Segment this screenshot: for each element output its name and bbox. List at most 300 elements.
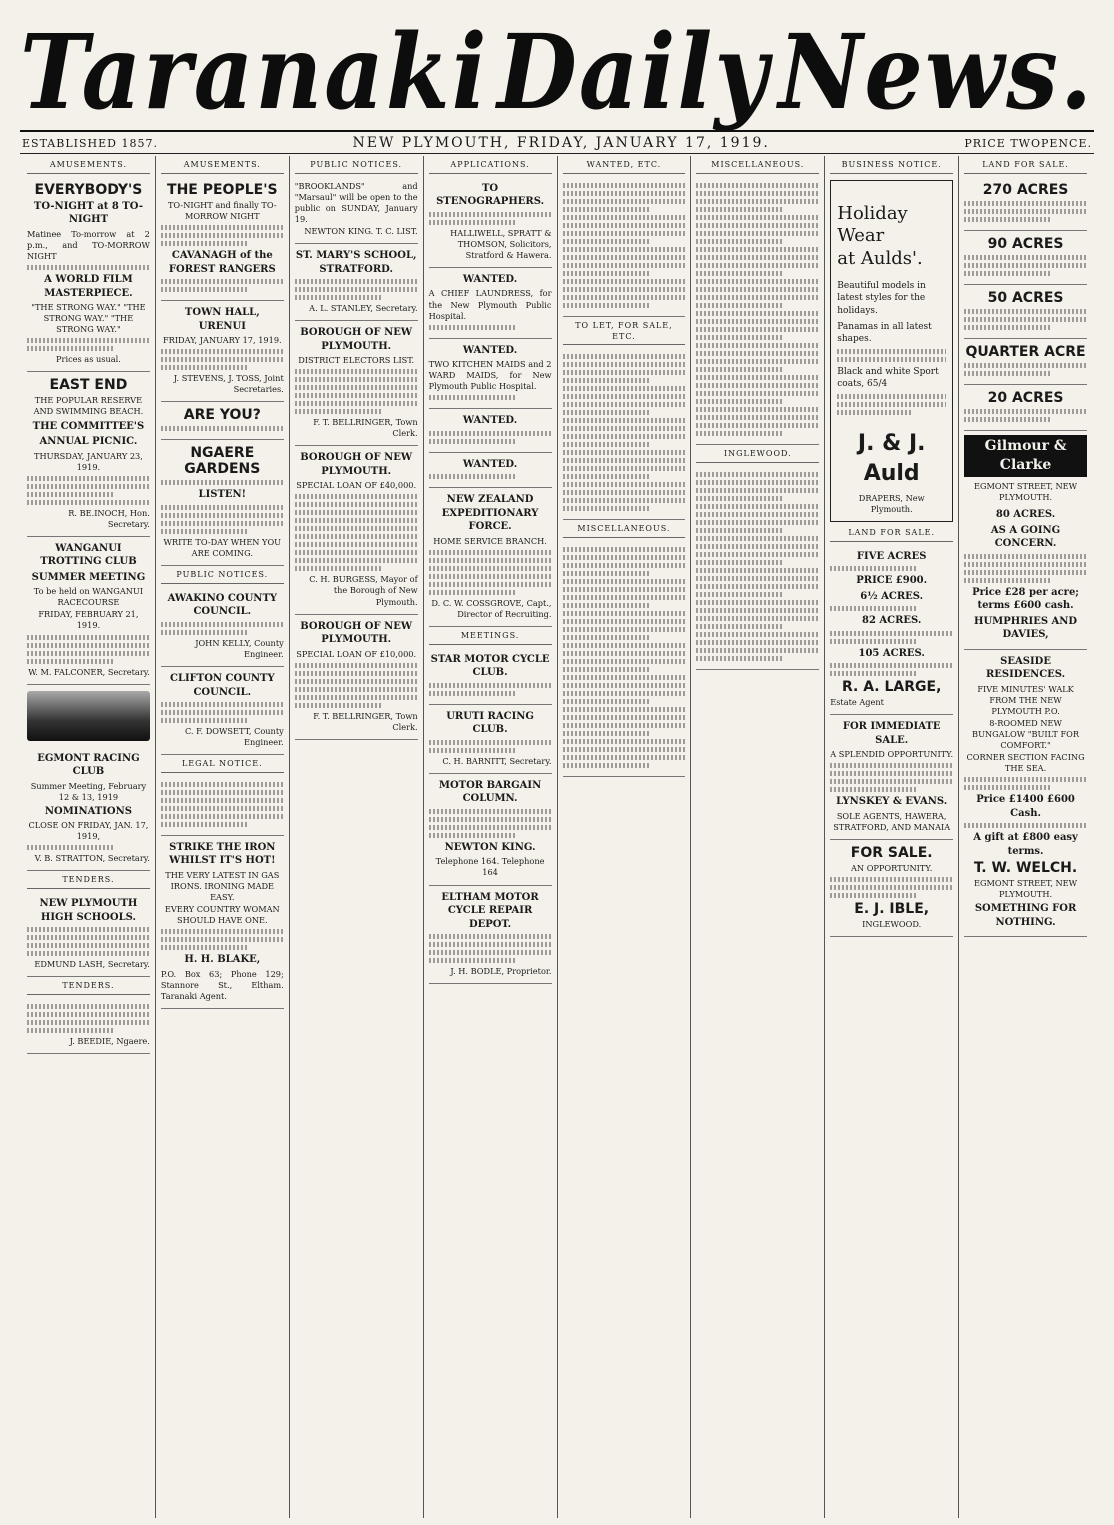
text-filler: [830, 566, 916, 571]
ad-title: SEASIDE RESIDENCES.: [985, 655, 1066, 681]
text-filler: [161, 279, 284, 284]
listing-price: PRICE £900.: [856, 575, 928, 587]
text-filler: [161, 782, 284, 787]
text-filler: [563, 635, 649, 640]
section-heading: INGLEWOOD.: [696, 449, 819, 463]
listing-title: 6½ ACRES.: [860, 590, 924, 602]
ad-signature: R. BE.INOCH, Hon. Secretary.: [68, 507, 150, 529]
text-filler: [696, 536, 819, 541]
text-filler: [964, 570, 1087, 575]
text-filler: [696, 255, 819, 260]
text-filler: [563, 763, 649, 768]
text-filler: [27, 635, 150, 640]
text-filler: [295, 703, 381, 708]
text-filler: [161, 225, 284, 230]
text-filler: [161, 529, 247, 534]
text-filler: [161, 233, 284, 238]
high-schools-tender: [27, 892, 150, 977]
text-filler: [563, 482, 686, 487]
text-filler: [161, 718, 247, 723]
text-filler: [429, 439, 515, 444]
text-filler: [563, 362, 686, 367]
ad-signature: J. BEEDIE, Ngaere.: [69, 1036, 150, 1047]
text-filler: [830, 877, 953, 882]
ad-title: WANTED.: [462, 415, 518, 427]
ad-title: EVERYBODY'S: [34, 181, 143, 198]
section-heading: MISCELLANEOUS.: [563, 524, 686, 538]
text-filler: [563, 651, 686, 656]
text-filler: [563, 271, 649, 276]
auld-brand: J. & J. Auld: [857, 431, 926, 486]
text-filler: [696, 279, 819, 284]
text-filler: [161, 945, 247, 950]
text-filler: [161, 426, 284, 431]
text-filler: [429, 809, 552, 814]
text-filler: [161, 929, 284, 934]
ad-text: AN OPPORTUNITY.: [851, 863, 933, 874]
ad-title: NGAERE GARDENS: [184, 445, 261, 478]
text-filler: [295, 510, 418, 515]
ad-text: SPECIAL LOAN OF £40,000.: [296, 480, 417, 491]
ad-text: Panamas in all latest shapes.: [837, 321, 932, 344]
text-filler: [964, 785, 1050, 790]
text-filler: [161, 822, 247, 827]
text-filler: [429, 582, 552, 587]
section-heading: APPLICATIONS.: [429, 160, 552, 174]
text-filler: [563, 191, 686, 196]
text-filler: [161, 814, 284, 819]
text-filler: [27, 492, 113, 497]
text-filler: [964, 271, 1050, 276]
text-filler: [429, 958, 515, 963]
ad-subtitle: LISTEN!: [198, 489, 247, 501]
text-filler: [563, 643, 686, 648]
text-filler: [563, 490, 686, 495]
ad-title: WANTED.: [462, 458, 518, 470]
ad-title: WANTED.: [462, 273, 518, 285]
text-filler: [295, 542, 418, 547]
text-filler: [563, 295, 686, 300]
agent-title: Estate Agent: [830, 697, 884, 708]
text-filler: [563, 619, 686, 624]
text-filler: [696, 295, 819, 300]
ad-text: THURSDAY, JANUARY 23, 1919.: [34, 450, 143, 472]
land-listing: [964, 177, 1087, 231]
text-filler: [563, 450, 686, 455]
text-filler: [295, 385, 418, 390]
are-you-ad: [161, 402, 284, 440]
misc-classifieds: [563, 541, 686, 777]
text-filler: [161, 521, 284, 526]
text-filler: [563, 231, 686, 236]
text-filler: [563, 506, 649, 511]
listing-price: Price £28 per acre; terms £600 cash.: [972, 586, 1079, 612]
text-filler: [964, 263, 1087, 268]
text-filler: [27, 643, 150, 648]
text-filler: [27, 951, 150, 956]
text-filler: [696, 367, 782, 372]
text-filler: [161, 798, 284, 803]
text-filler: [696, 608, 819, 613]
ad-text: EGMONT STREET, NEW PLYMOUTH.: [974, 481, 1078, 503]
text-filler: [161, 357, 284, 362]
text-filler: [563, 595, 686, 600]
text-filler: [696, 391, 819, 396]
text-filler: [830, 885, 953, 890]
text-filler: [27, 500, 150, 505]
text-filler: [696, 640, 819, 645]
ad-subtitle: ANNUAL PICNIC.: [39, 436, 138, 448]
text-filler: [696, 319, 819, 324]
ad-text: Prices as usual.: [56, 354, 121, 365]
gilmour-clarke-banner: Gilmour & Clarke: [964, 435, 1087, 477]
text-filler: [563, 183, 686, 188]
text-filler: [696, 231, 819, 236]
text-filler: [696, 480, 819, 485]
text-filler: [696, 375, 819, 380]
text-filler: [964, 562, 1087, 567]
ad-title: URUTI RACING CLUB.: [446, 710, 534, 736]
ngaere-tender: [27, 998, 150, 1054]
text-filler: [696, 496, 782, 501]
ad-text: DRAPERS, New Plymouth.: [858, 492, 925, 514]
issue-date: NEW PLYMOUTH, FRIDAY, JANUARY 17, 1919.: [352, 135, 770, 151]
text-filler: [429, 748, 515, 753]
text-filler: [27, 927, 150, 932]
egmont-racing-ad: [27, 747, 150, 872]
text-filler: [696, 423, 819, 428]
text-filler: [696, 528, 782, 533]
section-heading: LAND FOR SALE.: [964, 160, 1087, 174]
section-heading: WANTED, ETC.: [563, 160, 686, 174]
text-filler: [563, 498, 686, 503]
ad-text: THE VERY LATEST IN GAS IRONS. IRONING MADE EASY.: [165, 869, 280, 903]
text-filler: [696, 239, 782, 244]
ad-text: EVERY COUNTRY WOMAN SHOULD HAVE ONE.: [164, 904, 280, 926]
dateline: [22, 134, 1092, 152]
peoples-ad: [161, 177, 284, 301]
agent-name: LYNSKEY & EVANS.: [836, 796, 948, 808]
clifton-notice: [161, 667, 284, 755]
text-filler: [27, 1028, 113, 1033]
text-filler: [964, 309, 1087, 314]
eltham-motor-repair-ad: [429, 886, 552, 985]
uruti-racing-club: [429, 705, 552, 774]
text-filler: [696, 488, 819, 493]
ad-title: NEW PLYMOUTH HIGH SCHOOLS.: [39, 898, 138, 923]
ad-text: FIVE MINUTES' WALK FROM THE NEW PLYMOUTH P.O.: [977, 683, 1074, 716]
listing-title: 20 ACRES: [987, 390, 1064, 407]
text-filler: [563, 587, 686, 592]
established-line: ESTABLISHED 1857.: [22, 136, 158, 150]
text-filler: [295, 687, 418, 692]
ad-text: "BROOKLANDS" and "Marsaul" will be open to the public on SUNDAY, January 19.: [294, 180, 418, 224]
text-filler: [429, 934, 552, 939]
masthead-word-daily: Daily: [497, 11, 770, 133]
legal-notice: [161, 776, 284, 836]
text-filler: [837, 394, 946, 399]
text-filler: [563, 627, 686, 632]
ad-signature: W. M. FALCONER, Secretary.: [28, 666, 150, 677]
text-filler: [696, 592, 782, 597]
gas-iron-ad: [161, 836, 284, 1009]
loan-40000-notice: [295, 446, 418, 614]
ad-text: FRIDAY, FEBRUARY 21, 1919.: [38, 609, 139, 631]
to-let-classifieds: [563, 348, 686, 520]
text-filler: [563, 410, 649, 415]
seaside-residences-ad: [964, 650, 1087, 938]
agent-name: HUMPHRIES AND DAVIES,: [974, 615, 1078, 641]
text-filler: [696, 247, 819, 252]
ad-subtitle: AS A GOING CONCERN.: [990, 524, 1061, 550]
text-filler: [696, 303, 782, 308]
east-end-ad: [27, 372, 150, 536]
text-filler: [696, 271, 782, 276]
expeditionary-force-notice: [429, 488, 552, 627]
ad-title: TOWN HALL, URENUI: [184, 307, 260, 332]
text-filler: [964, 554, 1087, 559]
text-filler: [429, 558, 552, 563]
text-filler: [563, 723, 686, 728]
land-listing: [964, 231, 1087, 285]
text-filler: [696, 632, 819, 637]
ad-signature: A. L. STANLEY, Secretary.: [309, 303, 418, 314]
text-filler: [563, 287, 686, 292]
column-1: [22, 156, 156, 1518]
text-filler: [27, 338, 150, 343]
ad-subtitle: THE COMMITTEE'S: [32, 420, 145, 432]
text-filler: [295, 558, 418, 563]
text-filler: [696, 544, 819, 549]
text-filler: [295, 401, 418, 406]
text-filler: [429, 590, 515, 595]
ad-subtitle: NEWTON KING.: [444, 841, 536, 853]
text-filler: [563, 402, 686, 407]
ad-title: BOROUGH OF NEW PLYMOUTH.: [300, 620, 413, 646]
wanganui-trotting-ad: [27, 537, 150, 685]
section-heading: TENDERS.: [27, 875, 150, 889]
text-filler: [429, 395, 515, 400]
text-filler: [295, 671, 418, 676]
text-filler: [563, 691, 686, 696]
ad-signature: C. F. DOWSETT, County Engineer.: [184, 726, 284, 748]
text-filler: [563, 255, 686, 260]
text-filler: [696, 207, 782, 212]
text-filler: [563, 434, 686, 439]
text-filler: [563, 715, 686, 720]
text-filler: [27, 651, 150, 656]
text-filler: [27, 845, 113, 850]
text-filler: [429, 817, 552, 822]
text-filler: [161, 513, 284, 518]
ad-text: TO-NIGHT and finally TO-MORROW NIGHT: [167, 199, 277, 221]
ad-signature: F. T. BELLRINGER, Town Clerk.: [313, 710, 418, 732]
awakino-notice: [161, 587, 284, 667]
ad-signature: J. STEVENS, J. TOSS, Joint Secretaries.: [173, 373, 284, 395]
text-filler: [295, 279, 418, 284]
ad-title: ELTHAM MOTOR CYCLE REPAIR DEPOT.: [441, 891, 539, 930]
agent-name: R. A. LARGE,: [841, 679, 942, 696]
section-heading: MISCELLANEOUS.: [696, 160, 819, 174]
text-filler: [429, 833, 515, 838]
listing-title: 50 ACRES: [987, 289, 1064, 306]
text-filler: [563, 386, 686, 391]
section-heading: AMUSEMENTS.: [161, 160, 284, 174]
text-filler: [27, 265, 150, 270]
text-filler: [964, 777, 1087, 782]
listing-title: FIVE ACRES: [856, 550, 927, 562]
stenographers-ad: [429, 177, 552, 268]
maids-ad: [429, 339, 552, 410]
text-filler: [563, 667, 649, 672]
text-filler: [563, 215, 686, 220]
ad-title: WANGANUI TROTTING CLUB: [40, 542, 137, 568]
ad-title: FOR SALE.: [850, 844, 933, 861]
ad-text: Matinee To-morrow at 2 p.m., and TO-MORROW NIGHT: [27, 228, 150, 262]
text-filler: [27, 1012, 150, 1017]
text-filler: [837, 402, 946, 407]
text-filler: [696, 624, 782, 629]
text-filler: [27, 935, 150, 940]
text-filler: [696, 568, 819, 573]
land-listing: [964, 385, 1087, 431]
urenui-hall-ad: [161, 301, 284, 402]
ad-text: EGMONT STREET, NEW PLYMOUTH.: [974, 878, 1078, 900]
ad-title: THE PEOPLE'S: [167, 181, 278, 198]
text-filler: [563, 547, 686, 552]
text-filler: [563, 303, 649, 308]
text-filler: [161, 622, 284, 627]
ad-signature: EDMUND LASH, Secretary.: [34, 959, 150, 970]
holiday-wear-ad: [830, 180, 953, 522]
text-filler: [696, 263, 819, 268]
ad-title: EGMONT RACING CLUB: [37, 752, 140, 778]
text-filler: [563, 699, 649, 704]
brooklands-notice: [295, 177, 418, 244]
text-filler: [27, 659, 113, 664]
text-filler: [161, 365, 247, 370]
text-filler: [696, 351, 819, 356]
ad-text: WRITE TO-DAY WHEN YOU ARE COMING.: [163, 536, 282, 559]
text-filler: [837, 349, 946, 354]
text-filler: [830, 763, 953, 768]
ad-signature: D. C. W. COSSGROVE, Capt., Director of Recruiting.: [431, 597, 552, 619]
text-filler: [964, 255, 1087, 260]
text-filler: [161, 349, 284, 354]
text-filler: [295, 409, 381, 414]
ad-title: FOR IMMEDIATE SALE.: [842, 721, 941, 746]
text-filler: [563, 755, 686, 760]
column-5: [558, 156, 692, 1518]
ad-text: A SPLENDID OPPORTUNITY.: [830, 749, 954, 760]
ad-title: ARE YOU?: [183, 407, 261, 424]
text-filler: [696, 600, 819, 605]
section-heading: MEETINGS.: [429, 631, 552, 645]
text-filler: [27, 943, 150, 948]
ngaere-gardens-ad: [161, 440, 284, 566]
ad-title-line: Holiday Wear: [837, 202, 908, 247]
wanted-ad: [429, 453, 552, 489]
text-filler: [964, 209, 1087, 214]
text-filler: [429, 325, 515, 330]
ad-text: To be held on WANGANUI RACECOURSE: [33, 586, 144, 608]
ad-title: BOROUGH OF NEW PLYMOUTH.: [300, 452, 413, 477]
text-filler: [696, 407, 819, 412]
ad-subtitle: CAVANAGH of the FOREST RANGERS: [168, 250, 276, 275]
text-filler: [27, 476, 150, 481]
ad-text: Summer Meeting, February 12 & 13, 1919: [30, 780, 147, 802]
listing-title: 90 ACRES: [987, 235, 1064, 252]
text-filler: [429, 550, 552, 555]
ad-text: "THE STRONG WAY." "THE STRONG WAY." "THE STRONG WAY.": [31, 302, 146, 335]
ad-text: CORNER SECTION FACING THE SEA.: [966, 752, 1085, 774]
listing-title: 270 ACRES: [982, 181, 1069, 198]
section-heading: BUSINESS NOTICE.: [830, 160, 953, 174]
text-filler: [563, 394, 686, 399]
text-filler: [696, 183, 819, 188]
text-filler: [696, 359, 819, 364]
text-filler: [830, 787, 916, 792]
agent-name: T. W. WELCH.: [973, 860, 1078, 877]
text-filler: [161, 790, 284, 795]
ad-title-line: at Aulds'.: [837, 247, 923, 269]
horse-race-illustration: [27, 691, 150, 741]
text-filler: [696, 616, 819, 621]
listing-title: 105 ACRES.: [858, 647, 925, 659]
ad-subtitle: SUMMER MEETING: [31, 571, 146, 583]
section-heading: LAND FOR SALE.: [830, 528, 953, 542]
text-filler: [964, 417, 1050, 422]
text-filler: [563, 247, 686, 252]
text-filler: [696, 335, 782, 340]
text-filler: [696, 327, 819, 332]
text-filler: [830, 671, 916, 676]
text-filler: [563, 458, 686, 463]
masthead-word-taranaki: Taranaki: [20, 11, 489, 133]
text-filler: [696, 472, 819, 477]
ad-subtitle: A gift at £800 easy terms.: [973, 832, 1078, 857]
text-filler: [295, 550, 418, 555]
text-filler: [429, 825, 552, 830]
ad-title: ST. MARY'S SCHOOL, STRATFORD.: [295, 250, 417, 275]
land-listings: [830, 545, 953, 716]
column-3: [290, 156, 424, 1518]
land-listing: [964, 339, 1087, 385]
text-filler: [27, 1004, 150, 1009]
text-filler: [295, 369, 418, 374]
inglewood-classifieds: [696, 466, 819, 670]
text-filler: [964, 201, 1087, 206]
ad-signature: V. B. STRATTON, Secretary.: [34, 853, 150, 864]
text-filler: [563, 370, 686, 375]
masthead-rule: [20, 130, 1094, 132]
masthead-word-news: News.: [778, 11, 1094, 133]
text-filler: [429, 474, 515, 479]
text-filler: [563, 199, 686, 204]
text-filler: [161, 630, 247, 635]
text-filler: [161, 505, 284, 510]
laundress-ad: [429, 268, 552, 339]
ad-title: CLIFTON COUNTY COUNCIL.: [169, 673, 275, 698]
land-listing: [964, 285, 1087, 339]
text-filler: [830, 606, 916, 611]
text-filler: [964, 578, 1050, 583]
text-filler: [563, 426, 686, 431]
text-filler: [429, 691, 515, 696]
text-filler: [161, 937, 284, 942]
ad-title: MOTOR BARGAIN COLUMN.: [438, 779, 542, 805]
text-filler: [696, 648, 819, 653]
